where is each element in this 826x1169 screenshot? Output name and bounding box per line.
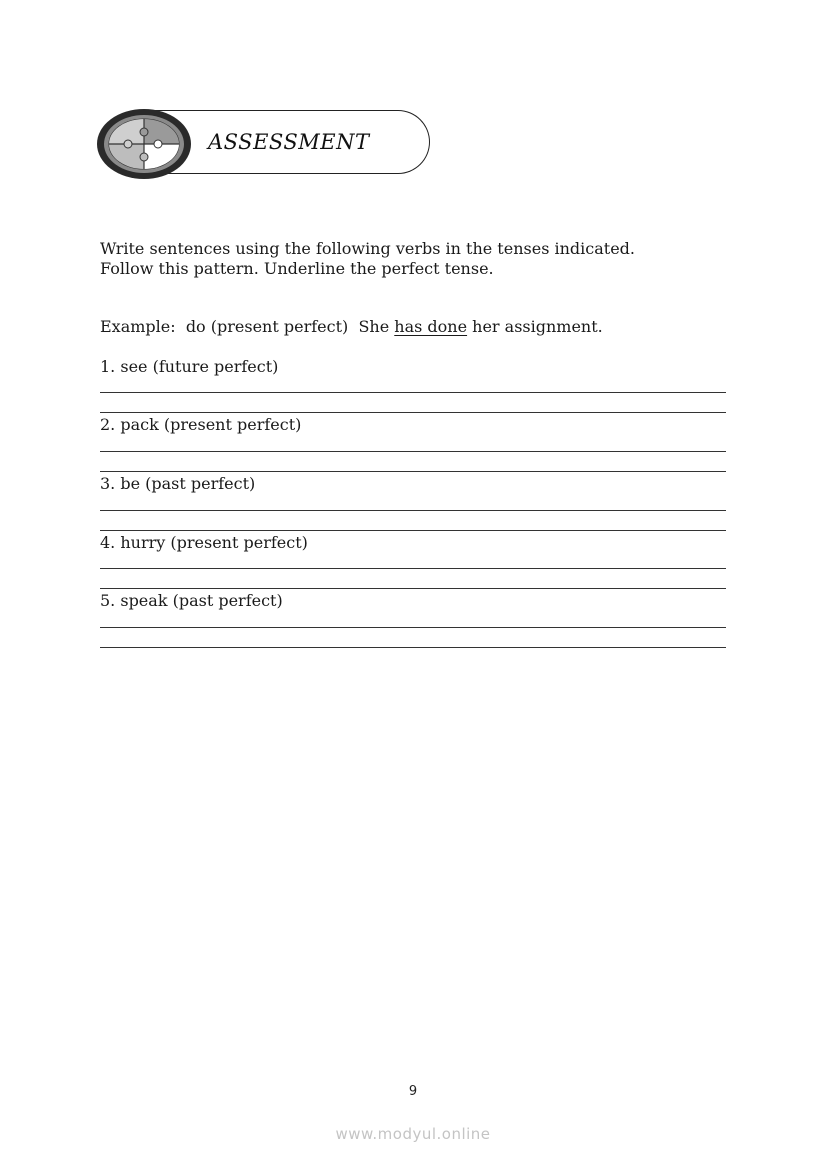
item-2-label: 2. pack (present perfect) <box>100 415 302 434</box>
example-label: Example: <box>100 317 176 336</box>
answer-line[interactable] <box>100 647 726 648</box>
example-prompt: do (present perfect) <box>185 317 349 336</box>
example-sentence-end: her assignment. <box>472 317 603 336</box>
item-4-label: 4. hurry (present perfect) <box>100 533 308 552</box>
watermark: www.modyul.online <box>335 1125 491 1143</box>
example-underlined: has done <box>394 317 468 336</box>
example-line <box>100 317 603 337</box>
answer-line[interactable] <box>100 588 726 589</box>
instruction-line-2: Follow this pattern. Underline the perfect tense. <box>100 259 494 278</box>
item-3-label: 3. be (past perfect) <box>100 474 256 493</box>
page-title: ASSESSMENT <box>208 130 370 154</box>
instruction-line-1: Write sentences using the following verbs in the tenses indicated. <box>100 239 635 258</box>
answer-line[interactable] <box>100 471 726 472</box>
item-5-label: 5. speak (past perfect) <box>100 591 283 610</box>
assessment-banner <box>96 108 432 180</box>
page-number: 9 <box>408 1084 418 1099</box>
answer-line[interactable] <box>100 412 726 413</box>
example-sentence-start: She <box>358 317 390 336</box>
answer-line[interactable] <box>100 451 726 452</box>
answer-line[interactable] <box>100 568 726 569</box>
answer-line[interactable] <box>100 530 726 531</box>
item-1-label: 1. see (future perfect) <box>100 357 279 376</box>
answer-line[interactable] <box>100 510 726 511</box>
answer-line[interactable] <box>100 627 726 628</box>
puzzle-icon <box>96 108 196 180</box>
answer-line[interactable] <box>100 392 726 393</box>
